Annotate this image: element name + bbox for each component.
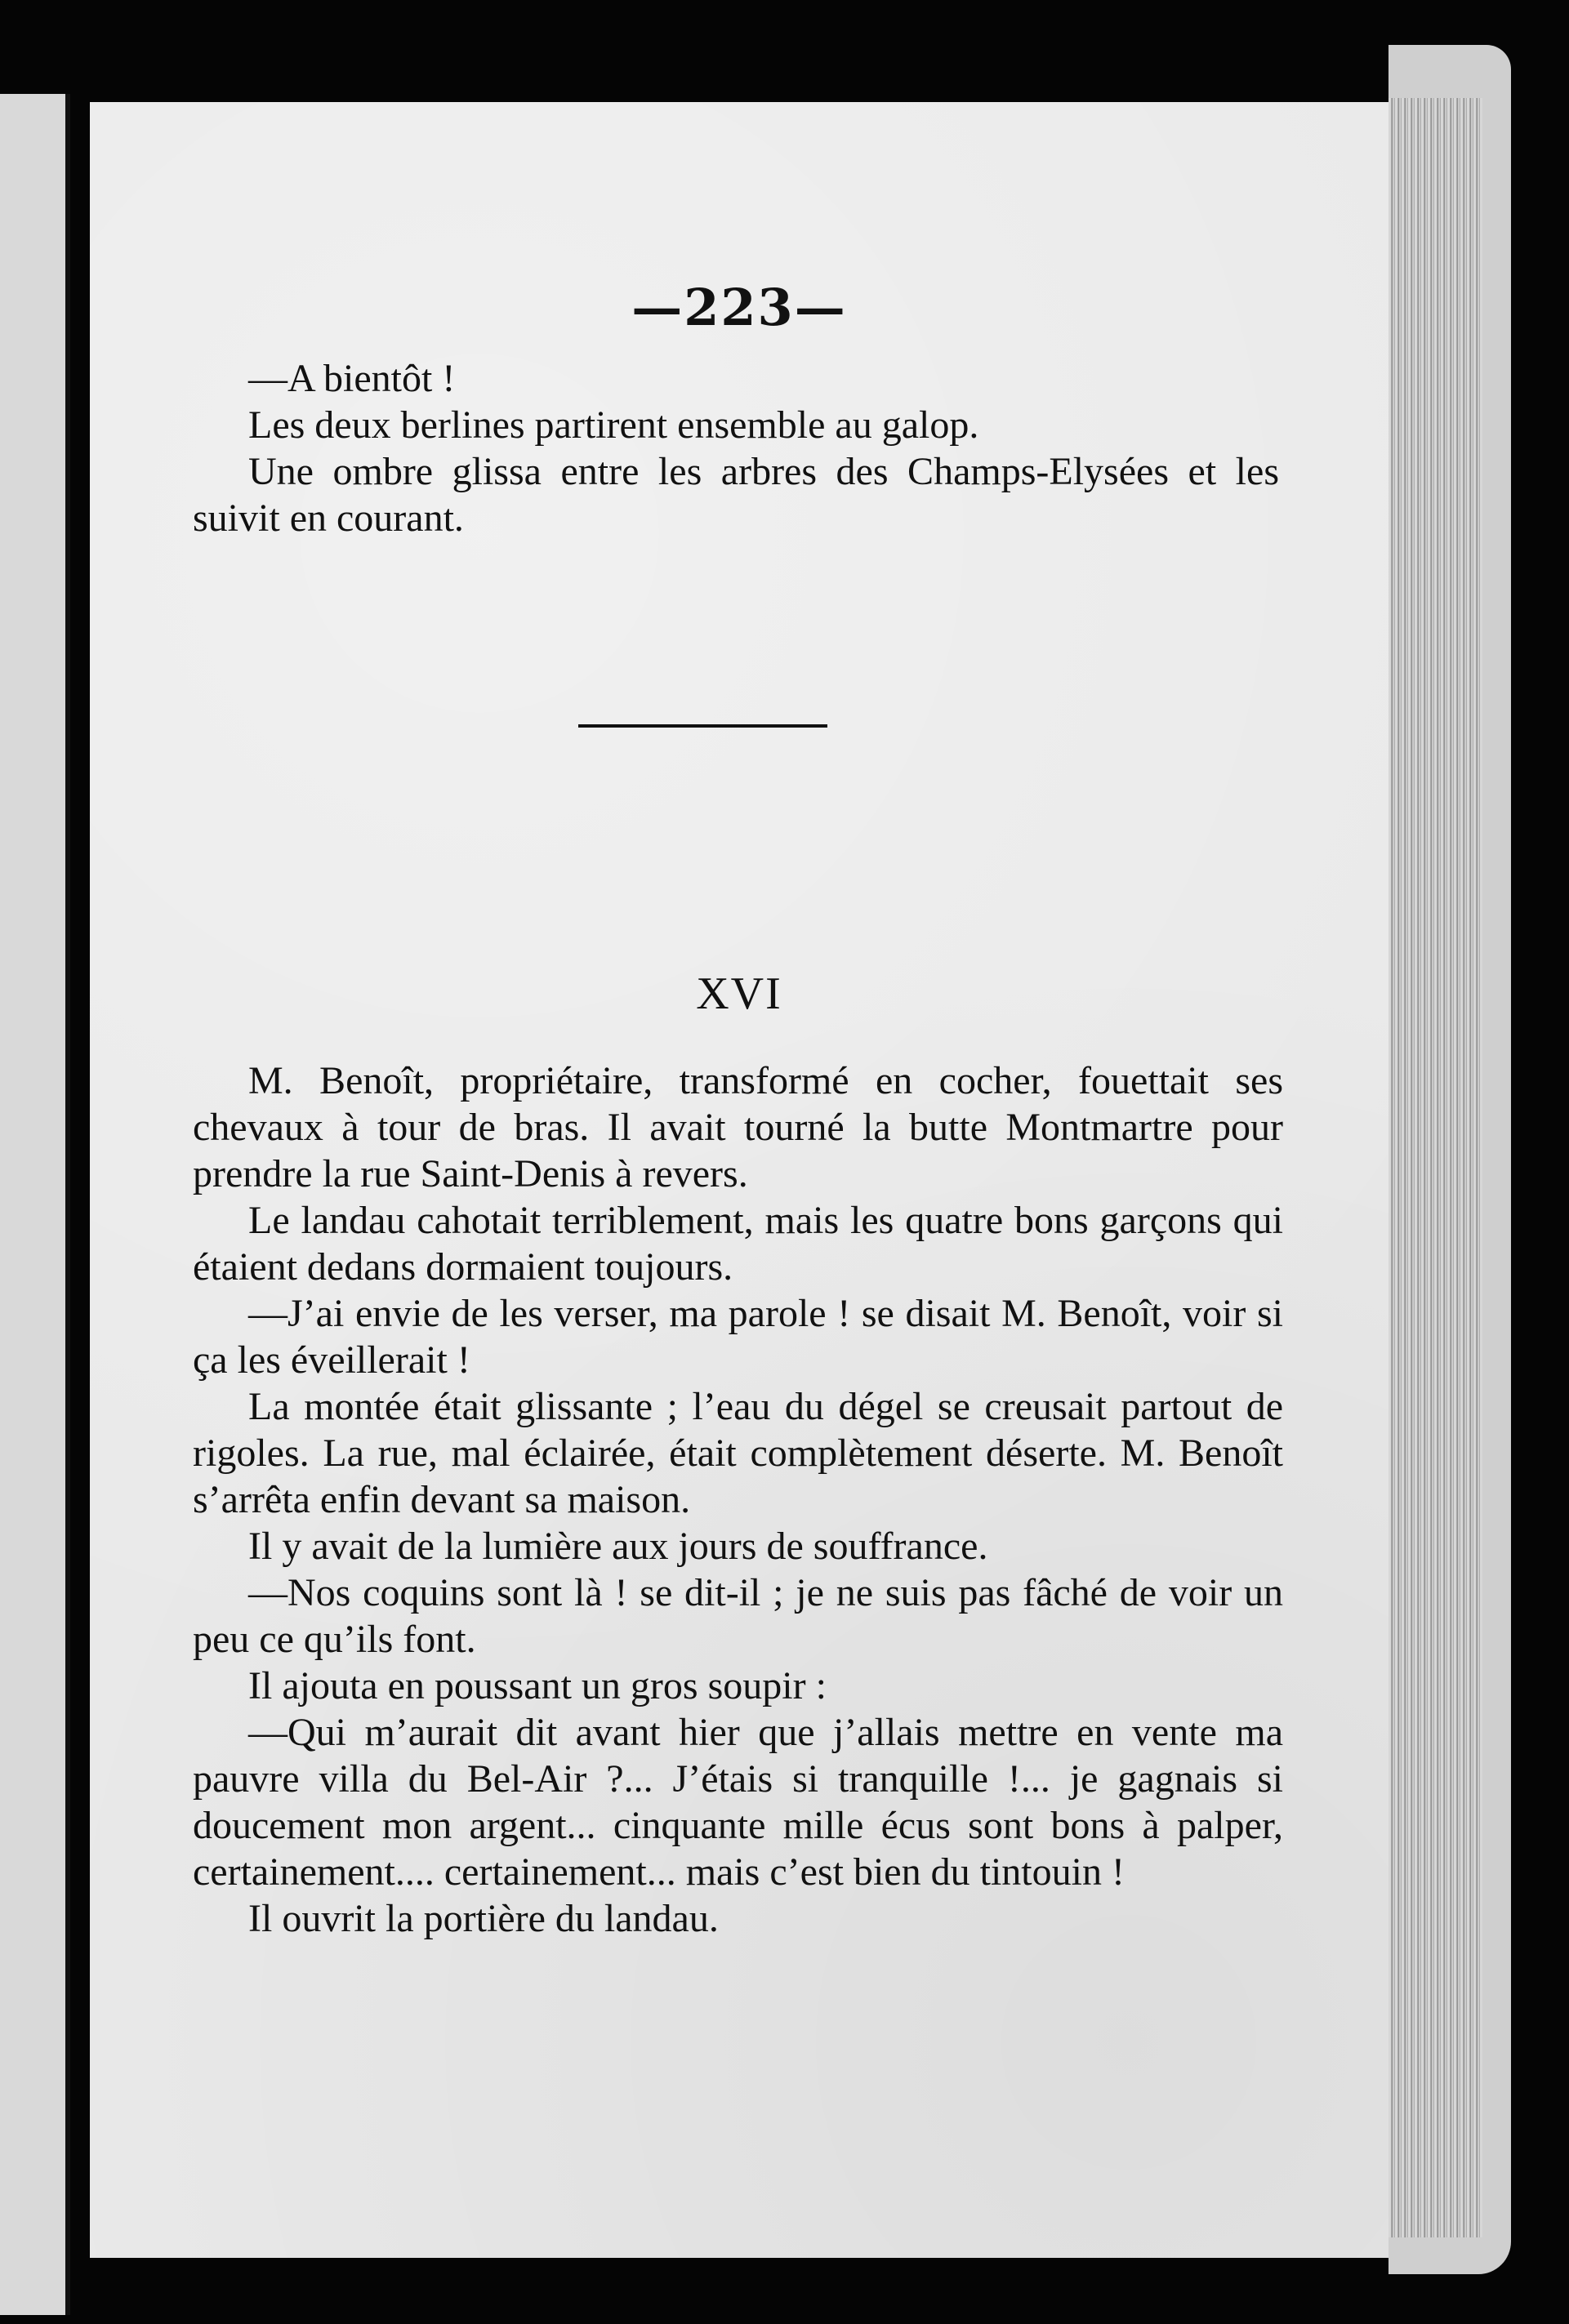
paragraph: M. Benoît, propriétaire, transformé en cocher, fouettait ses chevaux à tour de bras. Il avait tourné la butte Montmartre pour prendre la rue Saint-Denis à revers. [193, 1059, 1283, 1195]
paragraph: —J’ai envie de les verser, ma parole ! se disait M. Benoît, voir si ça les éveillerait ! [193, 1292, 1283, 1382]
paragraph: Une ombre glissa entre les arbres des Champs-Elysées et les suivit en courant. [193, 450, 1279, 540]
page-stack-edges [1388, 98, 1482, 2237]
book-page [90, 102, 1388, 2258]
paragraph: Il ouvrit la portière du landau. [248, 1897, 719, 1940]
paragraph: Il y avait de la lumière aux jours de souffrance. [248, 1525, 988, 1568]
paragraph: Les deux berlines partirent ensemble au galop. [248, 403, 979, 447]
chapter-body [193, 1057, 1283, 1942]
paragraph: —Qui m’aurait dit avant hier que j’allais mettre en vente ma pauvre villa du Bel-Air ?... J’étais si tranquille !... je gagnais si doucement mon argent... cinquante mille écus sont bons à palper, certainement.... certainement... mais c’est bien du tintouin ! [193, 1711, 1283, 1894]
page-number: —223— [631, 278, 847, 337]
top-text-block [193, 355, 1279, 541]
facing-page-edge [0, 94, 70, 2315]
chapter-title: XVI [696, 968, 782, 1019]
paragraph: La montée était glissante ; l’eau du dégel se creusait partout de rigoles. La rue, mal éclairée, était complètement déserte. M. Benoît s’arrêta enfin devant sa maison. [193, 1385, 1283, 1521]
paragraph: —Nos coquins sont là ! se dit-il ; je ne suis pas fâché de voir un peu ce qu’ils font. [193, 1571, 1283, 1661]
paragraph: —A bientôt ! [248, 357, 456, 400]
paragraph: Il ajouta en poussant un gros soupir : [248, 1664, 827, 1707]
section-divider [578, 724, 827, 728]
paragraph: Le landau cahotait terriblement, mais les quatre bons garçons qui étaient dedans dormaient toujours. [193, 1199, 1283, 1289]
